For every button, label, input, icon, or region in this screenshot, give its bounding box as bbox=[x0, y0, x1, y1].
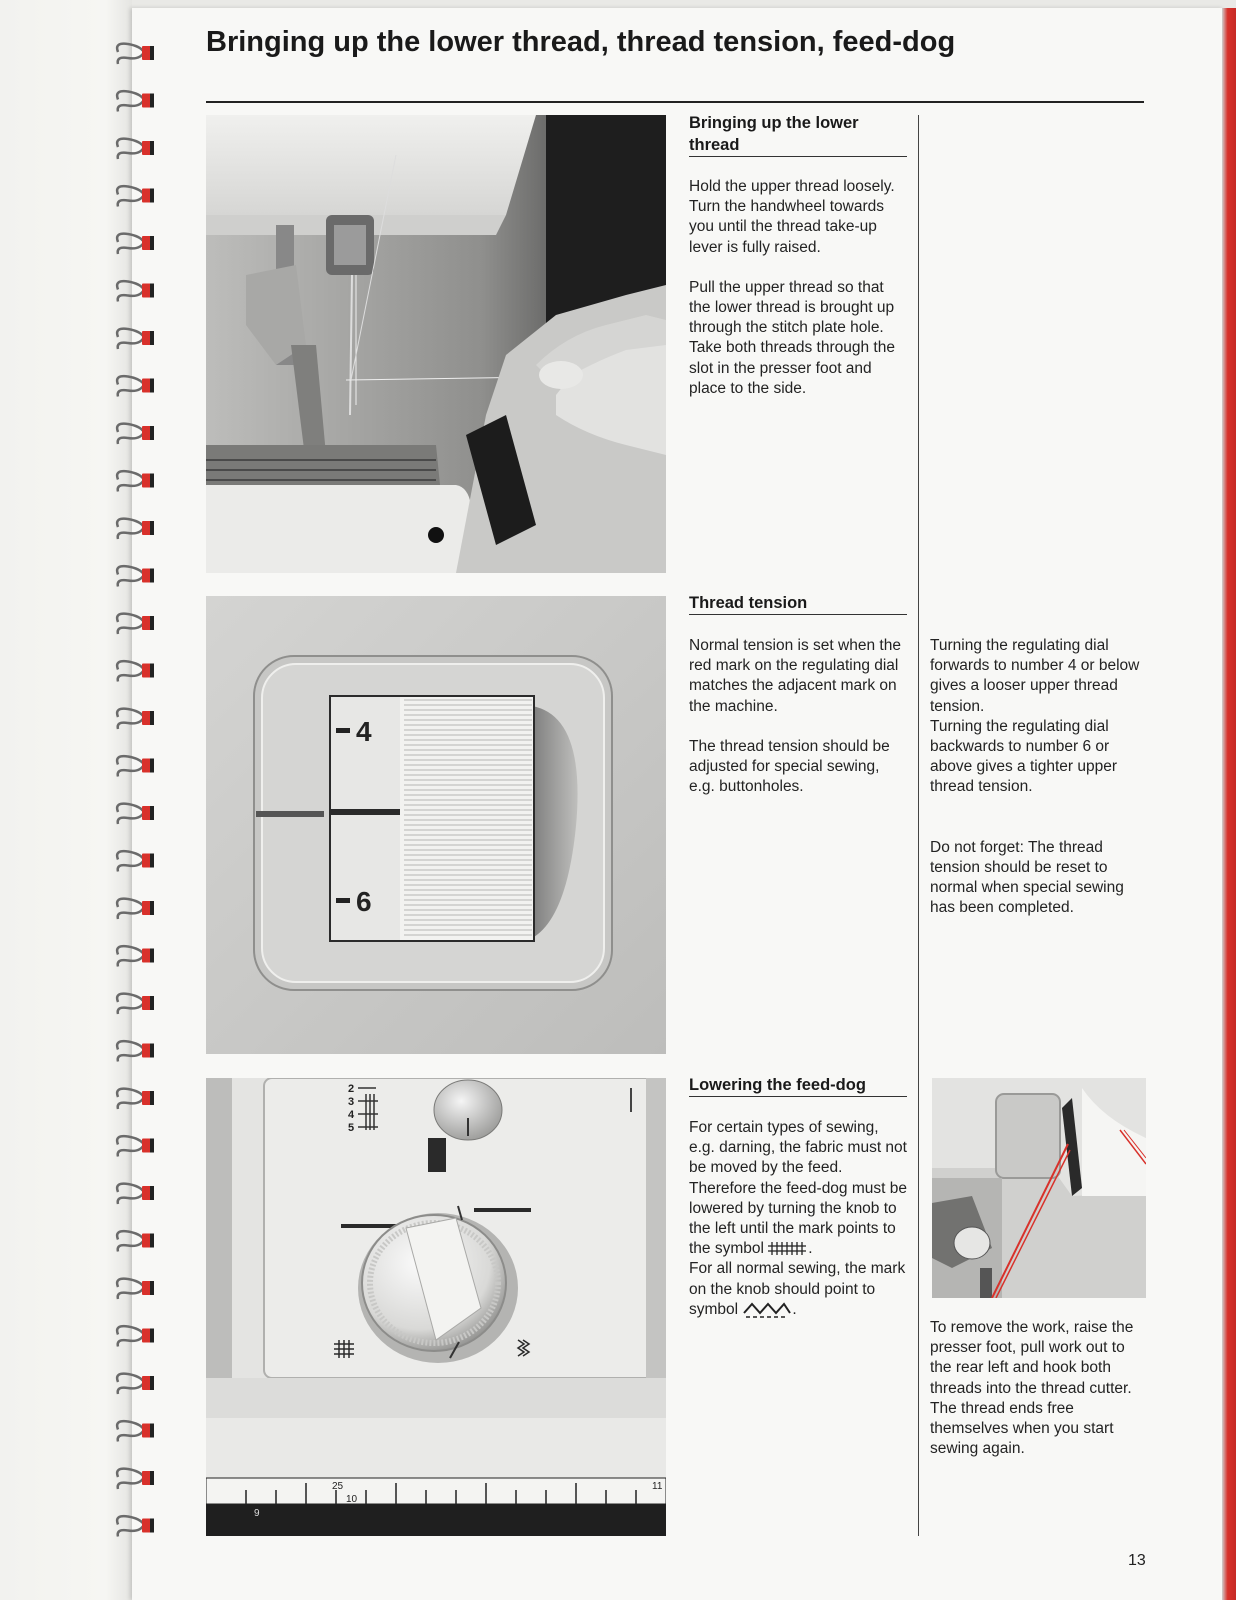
heading-feed-dog bbox=[689, 1074, 907, 1097]
thread-tension-paragraph-1: Normal tension is set when the red mark on the regulating dial matches the adjacent mark on the machine. bbox=[689, 637, 901, 715]
scale-label-5: 5 bbox=[348, 1122, 355, 1134]
dial-number-lower: 6 bbox=[356, 886, 372, 917]
page-left-margin bbox=[0, 0, 132, 1600]
heading-lower-thread-text: Bringing up the lower thread bbox=[689, 114, 859, 154]
spiral-binding-icon bbox=[114, 36, 164, 1576]
thread-tension-side-text bbox=[930, 636, 1148, 938]
photo-thread-cutter bbox=[932, 1078, 1146, 1298]
feed-dog-text-period-2: . bbox=[792, 1300, 797, 1318]
scale-label-2: 2 bbox=[348, 1083, 355, 1095]
grid-hatch-icon bbox=[768, 1242, 808, 1256]
title-divider bbox=[206, 101, 1144, 103]
ruler-label-25: 25 bbox=[332, 1481, 344, 1492]
heading-thread-tension bbox=[689, 592, 907, 615]
scale-label-4: 4 bbox=[348, 1109, 355, 1121]
zigzag-icon bbox=[742, 1301, 792, 1319]
page-title: Bringing up the lower thread, thread tension, feed-dog bbox=[206, 26, 956, 58]
heading-thread-tension-text: Thread tension bbox=[689, 594, 808, 612]
feed-dog-text-part-2: For all normal sewing, the mark on the knob should point to symbol bbox=[689, 1260, 906, 1318]
photo-lower-thread bbox=[206, 115, 666, 573]
thread-cutter-text bbox=[930, 1318, 1148, 1479]
ruler-label-10: 10 bbox=[346, 1494, 358, 1505]
feed-dog-text-part-1: For certain types of sewing, e.g. darning, the fabric must not be moved by the feed. Therefore the feed-dog must be lowered by turning the knob to the left until the mark points to the symbol bbox=[689, 1119, 907, 1258]
thread-tension-paragraph-2: The thread tension should be adjusted for special sewing, e.g. buttonholes. bbox=[689, 737, 890, 796]
ruler-label-9: 9 bbox=[254, 1508, 260, 1519]
photo-tension-dial bbox=[206, 596, 666, 1054]
dial-number-upper: 4 bbox=[356, 716, 372, 747]
scale-label-3: 3 bbox=[348, 1096, 355, 1108]
thread-tension-side-paragraph-2: Do not forget: The thread tension should be reset to normal when special sewing has been completed. bbox=[930, 838, 1124, 917]
heading-feed-dog-text: Lowering the feed-dog bbox=[689, 1076, 866, 1094]
ruler-label-11: 11 bbox=[652, 1481, 663, 1492]
thread-tension-side-paragraph-1: Turning the regulating dial forwards to number 4 or below gives a looser upper thread tension. Turning the regulating dial backwards to number 6 or above gives a tighter upper thread tension. bbox=[930, 637, 1140, 796]
lower-thread-text bbox=[689, 177, 907, 419]
next-page-red-edge bbox=[1222, 8, 1236, 1600]
heading-lower-thread bbox=[689, 112, 907, 157]
page-number: 13 bbox=[1128, 1552, 1146, 1569]
thread-cutter-paragraph: To remove the work, raise the presser foot, pull work out to the rear left and hook both threads into the thread cutter. The thread ends free themselves when you start sewing again. bbox=[930, 1319, 1134, 1458]
lower-thread-paragraph-2: Pull the upper thread so that the lower thread is brought up through the stitch plate hole. Take both threads through the slot in the presser foot and place to the side. bbox=[689, 278, 895, 397]
photo-feed-dog-knob bbox=[206, 1078, 666, 1536]
lower-thread-paragraph-1: Hold the upper thread loosely. Turn the handwheel towards you until the thread take-up lever is fully raised. bbox=[689, 178, 895, 256]
thread-tension-text bbox=[689, 636, 907, 817]
feed-dog-text bbox=[689, 1118, 907, 1320]
feed-dog-text-period-1: . bbox=[808, 1240, 813, 1258]
column-divider bbox=[918, 115, 919, 1536]
